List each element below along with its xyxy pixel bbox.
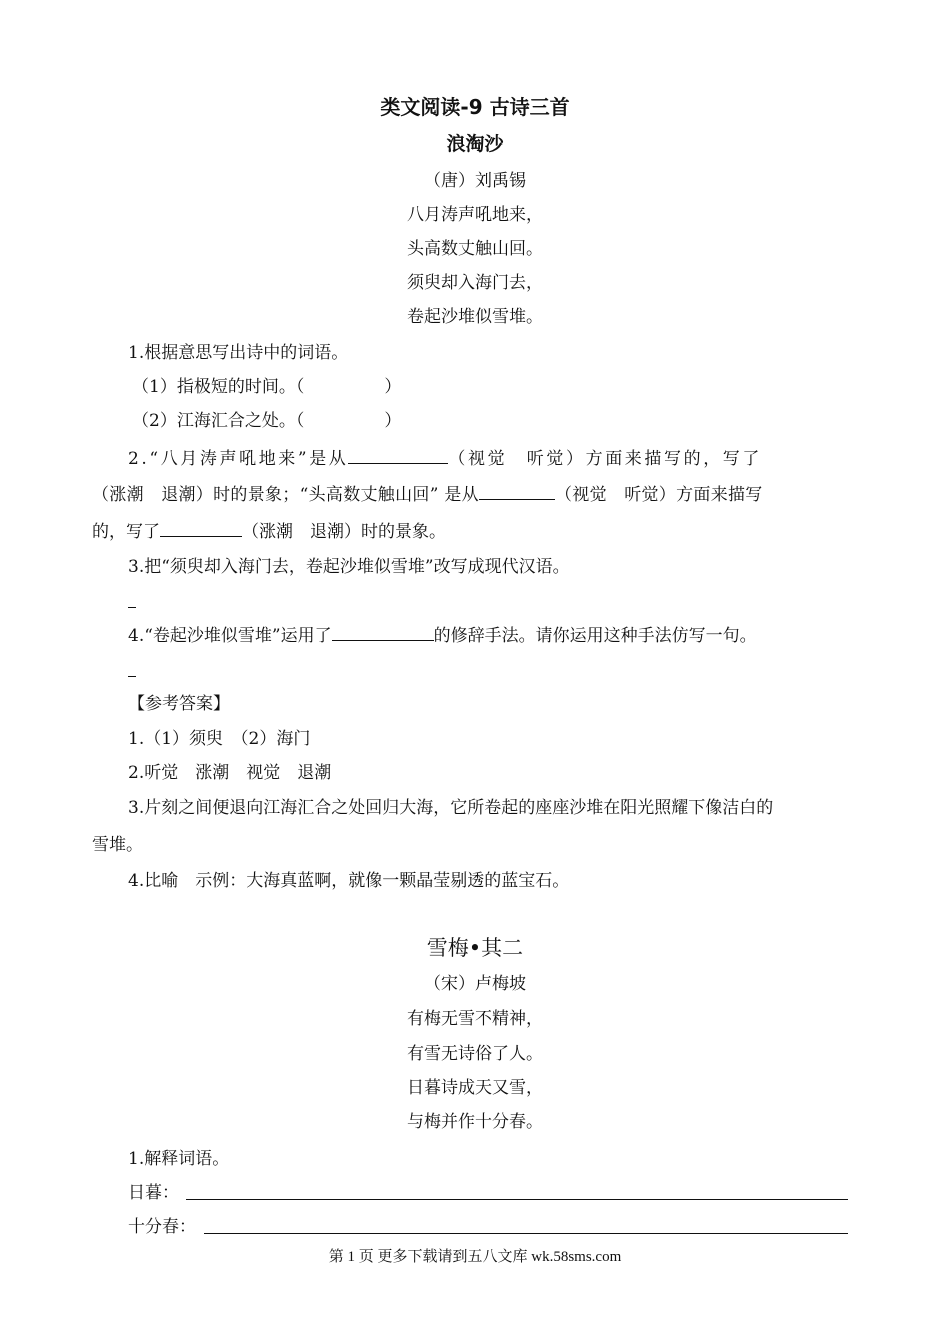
question-1a-text: （1）指极短的时间。（	[132, 377, 305, 397]
page-footer: 第 1 页 更多下载请到五八文库 wk.58sms.com	[328, 1249, 622, 1265]
poem2-line: 日暮诗成天又雪，	[407, 1078, 543, 1098]
answer-blank[interactable]	[479, 483, 555, 500]
q2-text: 2.“八月涛声吼地来”是从	[128, 449, 349, 469]
poem1-line: 须臾却入海门去，	[407, 273, 543, 293]
answer-blank[interactable]	[332, 624, 434, 641]
answer-line-mark[interactable]	[128, 607, 136, 608]
question-1b-text: （2）江海汇合之处。（	[132, 411, 305, 431]
poem2-line: 有梅无雪不精神，	[407, 1009, 543, 1029]
q2-text: （视觉 听觉）方面来描写的，写了	[448, 449, 763, 469]
poem1-line: 头高数丈触山回。	[407, 239, 543, 259]
q2-text: （涨潮 退潮）时的景象；“头高数丈触山回” 是从	[92, 485, 479, 505]
poem1-line: 八月涛声吼地来，	[407, 205, 543, 225]
question-3: 3.把“须臾却入海门去，卷起沙堆似雪堆”改写成现代汉语。	[128, 557, 570, 577]
paren-close: ）	[384, 377, 402, 397]
poem2-title: 雪梅•其二	[426, 936, 524, 960]
poem1-title: 浪淘沙	[446, 133, 504, 155]
term-1-label: 日暮：	[128, 1183, 179, 1203]
question2-1: 1.解释词语。	[128, 1149, 230, 1169]
answer-blank[interactable]	[160, 520, 242, 537]
answer-blank[interactable]	[348, 447, 448, 464]
document-title: 类文阅读-9 古诗三首	[380, 95, 570, 119]
term-2-answer-line[interactable]	[204, 1233, 848, 1234]
question-1a	[132, 376, 401, 398]
question-1: 1.根据意思写出诗中的词语。	[128, 343, 349, 363]
q2-text: （视觉 听觉）方面来描写	[555, 485, 763, 505]
paren-close: ）	[384, 411, 402, 431]
poem1-line: 卷起沙堆似雪堆。	[407, 307, 543, 327]
q2-text: （涨潮 退潮）时的景象。	[242, 522, 446, 542]
answers-heading: 【参考答案】	[128, 694, 230, 714]
poem2-line: 与梅并作十分春。	[407, 1112, 543, 1132]
q2-text: 的，写了	[92, 522, 160, 542]
question-2-line2	[92, 483, 763, 506]
answer-2: 2.听觉 涨潮 视觉 退潮	[128, 763, 332, 783]
question-4	[128, 624, 757, 647]
answer-3: 3.片刻之间便退向江海汇合之处回归大海，它所卷起的座座沙堆在阳光照耀下像洁白的	[128, 798, 774, 818]
answer-3-cont: 雪堆。	[92, 835, 143, 855]
answer-1: 1.（1）须臾 （2）海门	[128, 729, 311, 749]
question-2-line3	[92, 520, 446, 543]
q4-text: 4.“卷起沙堆似雪堆”运用了	[128, 626, 332, 646]
poem1-author: （唐）刘禹锡	[424, 171, 526, 191]
term-1-answer-line[interactable]	[186, 1199, 848, 1200]
question-1b	[132, 410, 401, 432]
answer-line-mark[interactable]	[128, 676, 136, 677]
question-2-line1	[128, 447, 762, 470]
poem2-line: 有雪无诗俗了人。	[407, 1044, 543, 1064]
answer-4: 4.比喻 示例：大海真蓝啊，就像一颗晶莹剔透的蓝宝石。	[128, 871, 570, 891]
term-2-label: 十分春：	[128, 1217, 196, 1237]
q4-text: 的修辞手法。请你运用这种手法仿写一句。	[433, 626, 757, 646]
poem2-author: （宋）卢梅坡	[424, 974, 526, 994]
